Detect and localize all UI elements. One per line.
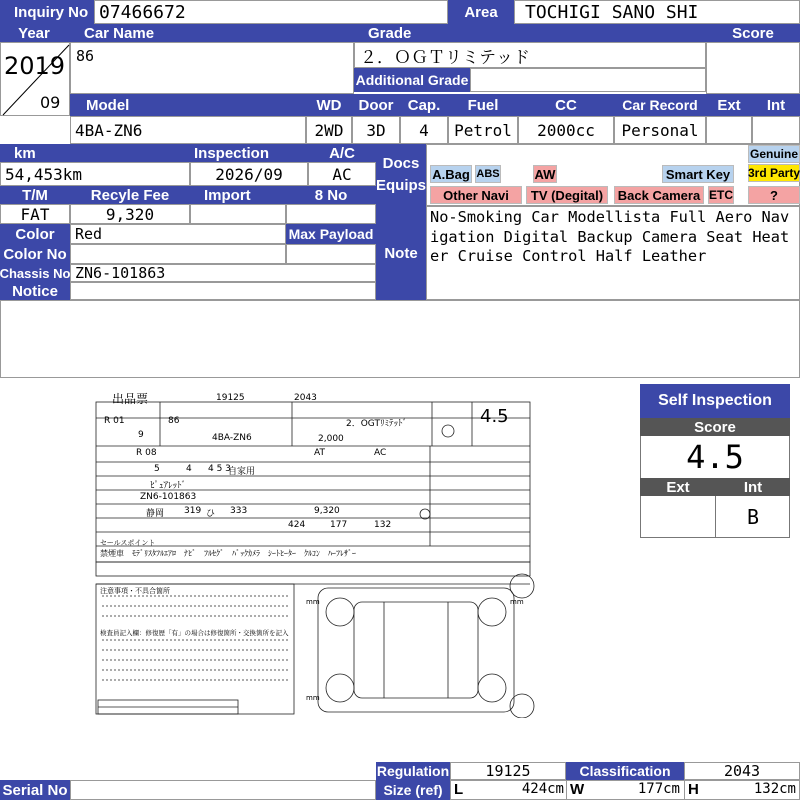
car-record-value: Personal: [614, 116, 706, 144]
sheet-score: 4.5: [480, 406, 509, 427]
sheet-points: 禁煙車 ﾓﾃﾞﾘｽﾀﾌﾙｴｱﾛ ﾅﾋﾞ ﾌﾙｾｸﾞ ﾊﾞｯｸｶﾒﾗ ｼｰﾄﾋｰﾀｰ ｸﾙｺﾝ ﾊｰﾌﾚｻﾞｰ: [100, 549, 356, 558]
auction-sheet-image: [92, 388, 538, 718]
sheet-model: 4BA-ZN6: [212, 433, 252, 443]
size-l-value: 424cm: [521, 781, 564, 797]
km-label: km: [0, 144, 190, 162]
sheet-width: 177: [330, 520, 348, 530]
self-ext-value: [640, 496, 716, 538]
sheet-fee-kana: ひ: [206, 509, 216, 519]
serial-no-label: Serial No: [0, 780, 70, 800]
sheet-color: ﾋﾟｭｱﾚｯﾄﾞ: [150, 481, 187, 491]
int-value: [752, 116, 800, 144]
max-payload-value: [286, 244, 376, 264]
area-label: Area: [448, 0, 514, 24]
sheet-fee-no: 319: [184, 506, 202, 516]
score-value: [706, 42, 800, 94]
tv-degital-tag: TV (Degital): [526, 186, 608, 204]
sheet-fee-area: 静岡: [146, 509, 165, 519]
inspection-value: 2026/09: [190, 162, 308, 186]
tm-value: FAT: [0, 204, 70, 224]
sheet-name: 86: [168, 416, 180, 426]
sheet-title: 出品票: [112, 392, 149, 406]
self-inspection-title: Self Inspection: [640, 384, 790, 418]
wd-label: WD: [306, 94, 352, 116]
fuel-label: Fuel: [448, 94, 518, 116]
chassis-value: ZN6-101863: [70, 264, 376, 282]
back-camera-tag: Back Camera: [614, 186, 704, 204]
notice-label: Notice: [0, 282, 70, 300]
question-tag: ?: [748, 186, 800, 204]
self-int-value: B: [746, 505, 760, 529]
sheet-door: 4: [186, 464, 192, 474]
docs-equips-label: [376, 144, 426, 206]
sheet-ac: AC: [374, 448, 387, 458]
sheet-cls: 2043: [294, 393, 317, 403]
sheet-inspector-note: 検査員記入欄：修復歴「有」の場合は修復箇所・交換箇所を記入: [100, 629, 289, 637]
sheet-mm-1: mm: [306, 598, 320, 606]
aw-tag: AW: [534, 166, 556, 182]
classification-value: 2043: [684, 762, 800, 780]
cc-value: 2000cc: [518, 116, 614, 144]
ext-label: Ext: [706, 94, 752, 116]
grade-label: Grade: [354, 24, 706, 42]
size-h-value: 132cm: [753, 781, 796, 797]
score-label: Score: [706, 24, 800, 42]
ext-value: [706, 116, 752, 144]
additional-grade-label: Additional Grade: [354, 68, 470, 92]
tm-label: T/M: [0, 186, 70, 204]
color-no-label: Color No: [0, 244, 70, 264]
sheet-plate: R 08: [136, 448, 157, 458]
year-label: Year: [0, 24, 68, 42]
max-payload-label: Max Payload: [286, 224, 376, 244]
smart-key-tag: Smart Key: [662, 165, 734, 183]
third-party-tag: 3rd Party: [747, 166, 800, 180]
year-value: 2019: [4, 52, 66, 80]
sheet-grade: 2．OGTﾘﾐﾃｯﾄﾞ: [346, 419, 407, 429]
docs-label: Docs: [382, 155, 420, 172]
sheet-mm-2: mm: [510, 598, 524, 606]
sheet-recycle: 9,320: [314, 506, 340, 516]
car-name-label: Car Name: [68, 24, 354, 42]
size-l-label: L: [454, 781, 464, 798]
inspection-label: Inspection: [190, 144, 308, 162]
ac-label: A/C: [308, 144, 376, 162]
int-label: Int: [752, 94, 800, 116]
sheet-reg: 19125: [216, 393, 245, 403]
note-label: Note: [376, 206, 426, 300]
km-value: 54,453km: [0, 162, 190, 186]
size-w-label: W: [570, 781, 585, 798]
sheet-height: 132: [374, 520, 392, 530]
etc-tag: ETC: [709, 188, 733, 202]
inquiry-no-label: Inquiry No: [0, 0, 94, 24]
year-month: 09: [40, 93, 61, 112]
sheet-month: 9: [138, 430, 144, 440]
additional-grade-value: [470, 68, 706, 92]
recycle-fee-value: 9,320: [70, 204, 190, 224]
notice-value: [70, 282, 376, 300]
size-label: Size (ref): [376, 780, 450, 800]
area-value: TOCHIGI SANO SHI: [514, 0, 800, 24]
color-no-value: [70, 244, 286, 264]
sheet-notes-label: 注意事項・不具合箇所: [100, 587, 170, 595]
other-navi-tag: Other Navi: [430, 186, 522, 204]
color-label: Color: [0, 224, 70, 244]
self-score-value: 4.5: [686, 438, 744, 476]
sheet-fee-num: 333: [230, 506, 248, 516]
recycle-fee-label: Recyle Fee: [70, 186, 190, 204]
regulation-label: Regulation: [376, 763, 450, 779]
self-score-label: Score: [640, 418, 790, 436]
sheet-cap: 5: [154, 464, 160, 474]
sheet-length: 424: [288, 520, 306, 530]
cc-label: CC: [518, 94, 614, 116]
import-value: [190, 204, 286, 224]
ac-value: AC: [308, 162, 376, 186]
abs-tag: ABS: [475, 165, 501, 183]
cap-value: 4: [400, 116, 448, 144]
import-label: Import: [190, 186, 286, 204]
classification-label: Classification: [566, 762, 684, 780]
abag-tag: A.Bag: [430, 165, 472, 183]
cap-label: Cap.: [400, 94, 448, 116]
eight-no-value: [286, 204, 376, 224]
sheet-km: 4 5 3: [208, 464, 231, 474]
chassis-label: Chassis No: [0, 265, 70, 281]
note-value: No-Smoking Car Modellista Full Aero Navigation Digital Backup Camera Seat Heater Cruise Control Half Leather: [426, 206, 800, 300]
genuine-tag: Genuine: [749, 147, 798, 161]
sheet-tm: AT: [314, 448, 325, 458]
self-ext-label: Ext: [640, 478, 716, 496]
self-int-label: Int: [716, 478, 790, 496]
color-value: Red: [70, 224, 286, 244]
serial-no-value: [70, 780, 376, 800]
grade-value: ２．ＯＧＴリミテッド: [360, 47, 530, 66]
equips-label: Equips: [376, 177, 426, 194]
notice-area: [0, 300, 800, 378]
sheet-points-label: セールスポイント: [100, 539, 156, 547]
regulation-value: 19125: [450, 762, 566, 780]
car-name-cell: [70, 42, 354, 94]
door-value: 3D: [352, 116, 400, 144]
sheet-year: R 01: [104, 416, 125, 426]
model-value: 4BA-ZN6: [70, 116, 306, 144]
eight-no-label: 8 No: [286, 186, 376, 204]
inquiry-no-value: 07466672: [94, 0, 448, 24]
size-h-label: H: [688, 781, 699, 798]
sheet-chassis: ZN6-101863: [140, 492, 197, 502]
model-label: Model: [70, 94, 306, 116]
door-label: Door: [352, 94, 400, 116]
size-w-value: 177cm: [637, 781, 680, 797]
wd-value: 2WD: [306, 116, 352, 144]
sheet-use: 自家用: [228, 467, 256, 477]
car-record-label: Car Record: [614, 94, 706, 116]
car-name-value: 86: [76, 47, 95, 65]
sheet-cc: 2,000: [318, 434, 344, 444]
fuel-value: Petrol: [448, 116, 518, 144]
sheet-mm-3: mm: [306, 694, 320, 702]
